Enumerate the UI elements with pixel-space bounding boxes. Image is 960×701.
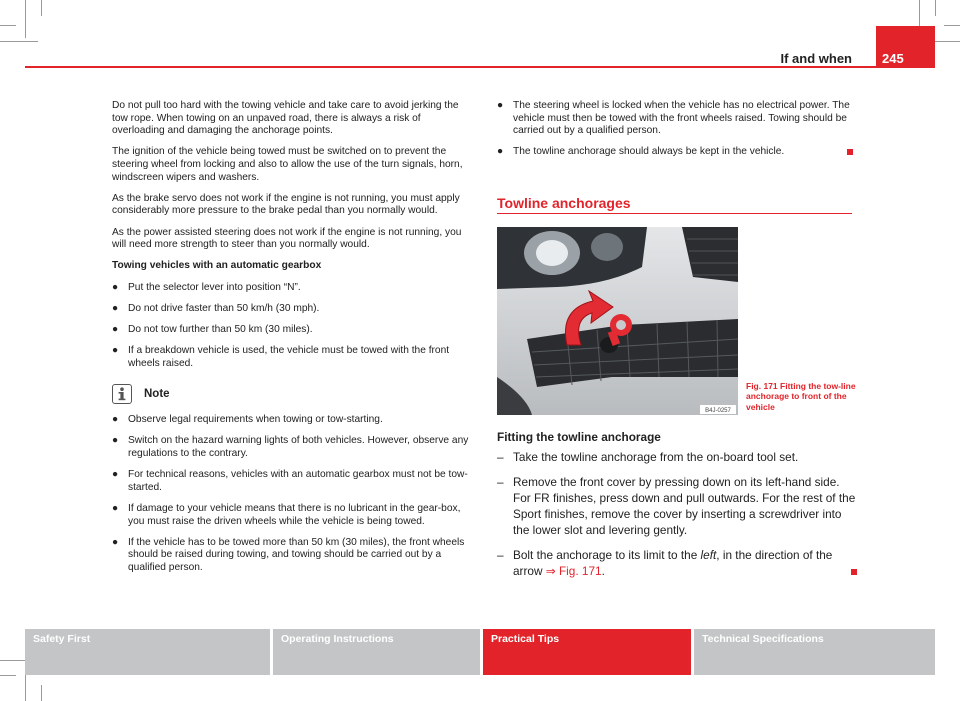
- section-rule: [497, 213, 852, 214]
- note-title: Note: [144, 387, 170, 400]
- bullet-dot: ●: [112, 281, 119, 293]
- info-icon: [112, 384, 132, 404]
- note-header: [112, 384, 474, 404]
- crop-mark: [0, 41, 38, 42]
- section-end-mark: [847, 149, 853, 155]
- crop-mark: [935, 0, 936, 16]
- car-front-illustration: [497, 227, 738, 415]
- paragraph: Do not pull too hard with the towing vehicle and take care to avoid jerking the tow rope. When towing on an unpaved road, there is always a risk of overloading and damaging the anchorage points.: [112, 100, 459, 137]
- paragraph: As the brake servo does not work if the engine is not running, you must apply considerably more pressure to the brake pedal than you normally would.: [112, 192, 460, 217]
- note-item: ● Switch on the hazard warning lights of both vehicles. However, observe any regulations to the contrary.: [112, 435, 469, 460]
- list-item: ● Put the selector lever into position “N”.: [112, 281, 301, 293]
- header-rule: [25, 66, 935, 68]
- tab-safety-first[interactable]: Safety First: [25, 629, 270, 675]
- bullet-dot: ●: [112, 414, 119, 426]
- bullet-dot: ●: [112, 536, 119, 548]
- note-item: ● Observe legal requirements when towing or tow-starting.: [112, 414, 383, 426]
- figure-reference-link[interactable]: ⇒ Fig. 171: [545, 564, 602, 578]
- bullet-dot: ●: [112, 469, 119, 481]
- section-end-mark: [851, 569, 857, 575]
- crop-mark: [41, 0, 42, 16]
- running-title: If and when: [780, 51, 852, 66]
- bullet-dot: ●: [112, 345, 119, 357]
- tab-technical-specifications[interactable]: Technical Specifications: [694, 629, 935, 675]
- instruction-step: – Remove the front cover by pressing down on its left-hand side. For FR finishes, press down and pull outwards. For the rest of the Sport finishes, remove the cover by inserting a screwdriver into the lower slot and levering gently.: [497, 475, 856, 537]
- crop-mark: [41, 685, 42, 701]
- step-dash: –: [497, 475, 504, 489]
- right-column: [497, 100, 853, 168]
- paragraph: The ignition of the vehicle being towed must be switched on to prevent the steering wheel from locking and also to allow the use of the turn signals, horn, windscreen wipers and washers.: [112, 146, 463, 183]
- instruction-step: – Bolt the anchorage to its limit to the left, in the direction of the arrow ⇒ Fig. 171.: [497, 547, 857, 579]
- tab-operating-instructions[interactable]: Operating Instructions: [273, 629, 480, 675]
- paragraph: As the power assisted steering does not work if the engine is not running, you will need more strength to steer than you normally would.: [112, 226, 462, 251]
- note-item: ● If the vehicle has to be towed more than 50 km (30 miles), the front wheels should be raised during towing, and towing should be carried out by a qualified person.: [112, 536, 465, 573]
- bullet-dot: ●: [497, 100, 504, 111]
- note-item: ● For technical reasons, vehicles with an automatic gearbox must not be tow-started.: [112, 469, 468, 493]
- note-item: ● If damage to your vehicle means that there is no lubricant in the gear-box, you must raise the driven wheels while the vehicle is being towed.: [112, 503, 461, 527]
- bullet-dot: ●: [112, 435, 119, 447]
- crop-mark: [944, 25, 960, 26]
- list-item: ● If a breakdown vehicle is used, the vehicle must be towed with the front wheels raised.: [112, 345, 450, 369]
- instructions: [497, 429, 857, 588]
- step-dash: –: [497, 450, 504, 464]
- crop-mark: [0, 25, 16, 26]
- footer-navigation: [25, 629, 935, 675]
- figure-code: B4J-0257: [705, 408, 731, 414]
- page-number: 245: [882, 51, 904, 66]
- list-item: ● Do not drive faster than 50 km/h (30 mph).: [112, 302, 320, 314]
- figure-towline-anchorage: [497, 227, 738, 415]
- instructions-heading: Fitting the towline anchorage: [497, 430, 661, 444]
- instruction-step: – Take the towline anchorage from the on-board tool set.: [497, 450, 799, 464]
- bullet-dot: ●: [497, 146, 504, 158]
- step-dash: –: [497, 548, 504, 562]
- tab-practical-tips[interactable]: Practical Tips: [483, 629, 691, 675]
- section-heading: Towline anchorages: [497, 195, 631, 211]
- crop-mark: [25, 0, 26, 38]
- bullet-dot: ●: [112, 323, 119, 335]
- figure-caption: Fig. 171 Fitting the tow-line anchorage to front of the vehicle: [746, 381, 856, 412]
- list-item: ● Do not tow further than 50 km (30 miles).: [112, 323, 313, 335]
- bullet-dot: ●: [112, 503, 119, 514]
- subheading: Towing vehicles with an automatic gearbox: [112, 260, 322, 272]
- list-item: ● The steering wheel is locked when the vehicle has no electrical power. The vehicle must then be towed with the front wheels raised. Towing should be carried out by a qualified person.: [497, 100, 850, 137]
- crop-mark: [0, 675, 16, 676]
- bullet-dot: ●: [112, 302, 119, 314]
- list-item: ● The towline anchorage should always be kept in the vehicle.: [497, 146, 853, 159]
- left-column: [112, 100, 474, 583]
